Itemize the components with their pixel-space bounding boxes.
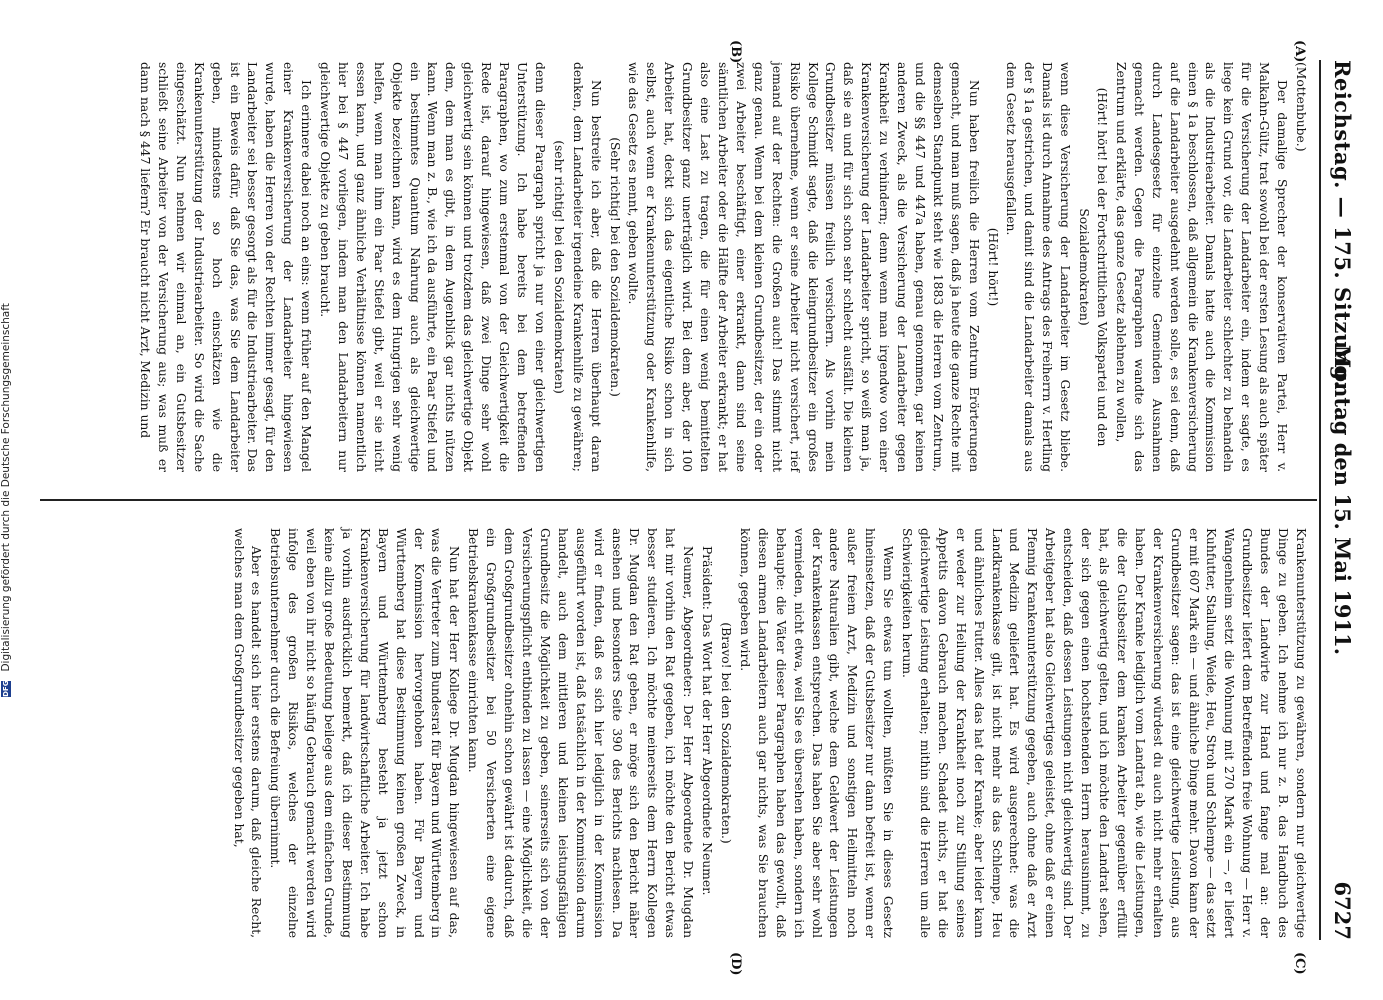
paragraph: Nun bestreite ich aber, daß die Herren überhaupt daran denken, dem Landarbeiter irgendeine Krankenhilfe zu gewähren; xyxy=(570,62,603,472)
page-number: 6727 xyxy=(1330,881,1355,940)
column-divider xyxy=(40,499,1317,501)
header-left: Reichstag. — 175. Sitzung. xyxy=(1330,60,1355,389)
stage-direction: (Bravo! bei den Sozialdemokraten.) xyxy=(719,622,733,844)
paragraph: Krankenunterstützung zu gewähren, sondern nur gleichwertige Dinge zu geben. Ich nehme ich nur z. B. das Handbuch des Bundes der Landwirte zur Hand und fange mal an: der Grundbesitzer liefert dem Betreffenden freie Wohnung — Herr v. Wangenheim setzt die Wohnung mit 270 Mark ein —, er liefert Kuhfutter, Stallung, Weide, Heu, Stroh und Schlempe — das setzt er mit 607 Mark ein — und ähnliche Dinge mehr. Davon kann der Grundbesitzer sagen: das ist eine gleichwertige Leistung, aus der Krankenversicherung würdest du auch nicht mehr erhalten haben. Der Kranke lediglich vom Landrat ab, wie die Leistungen, die der Gutsbesitzer dem kranken Arbeiter gegenüber erfüllt hat, als gleichwertig gelten, und ich möchte den Landrat sehen, der sich gegen einen hochstehenden Herrn herausnimmt, zu entscheiden, daß dessen Leistungen nicht gleichwertig sind. Der Arbeitgeber hat also Gleichwertiges geleistet, ohne daß er einen Pfennig Krankenunterstützung gegeben, auch ohne daß er Arzt und Medizin geliefert hat. Es wird ausgerechnet: was die Landkrankenkasse gilt, ist nicht mehr als das Schlempe, Heu und ähnliches Futter. Alles das hat der Kranke; aber leider kann er weder zur Heilung der Krankheit noch zur Stillung seines Appetits davon Gebrauch machen. Schadet nichts, er hat die gleichwertige Leistung erhalten; mithin sind die Herren um alle Schwierigkeiten herum. xyxy=(900,528,1308,938)
marker-d: (D) xyxy=(728,952,743,976)
footer-text: Digitalisierung gefördert durch die Deutsche Forschungsgemeinschaft xyxy=(0,303,12,672)
page-footer xyxy=(0,0,12,1000)
paragraph: Ich erinnere dabei noch an eins: wenn früher auf den Mangel einer Krankenversicherung der Landarbeiter hingewiesen wurde, haben die Herren von der Rechten immer gesagt, für den Landarbeiter sei besser gesorgt als für die Industriearbeiter. Das ist ein Beweis dafür, daß Sie das, was Sie dem Landarbeiter geben, mindestens so hoch einschätzen wie die Krankenunterstützung der Industriearbeiter. So wird die Sache eingeschätzt. Nun nehmen wir einmal an, ein Gutsbesitzer schließt seine Arbeiter von der Versicherung aus; was muß er dann nach § 447 liefern? Er braucht nicht Arzt, Medizin und xyxy=(138,62,314,472)
stage-direction: (sehr richtig! bei den Sozialdemokraten) xyxy=(551,140,566,394)
paragraph: Wenn Sie etwas tun wollten, müßten Sie in dieses Gesetz hineinsetzen, daß der Gutsbesitzer nur dann befreit ist, wenn er außer freiem Arzt, Medizin und sonstigen Heilmitteln noch andere Naturalien gibt, welche dem Geldwert der Leistungen der Krankenkassen entsprechen. Das haben Sie aber sehr wohl vermieden, nicht etwa, weil Sie es übersehen haben, sondern ich behaupte: die Väter dieser Paragraphen haben das gewollt, daß diesen armen Landarbeitern auch gar nichts, was Sie brauchen können, gegeben wird. xyxy=(737,528,896,938)
paragraph: Präsident: Das Wort hat der Herr Abgeordnete Neumer. xyxy=(700,546,715,896)
paragraph: Der damalige Sprecher der konservativen Partei, Herr v. Malkahn-Gültz, trat sowohl bei der ersten Lesung als auch später für die Versicherung der Landarbeiter ein, indem er sagte, es liege kein Grund vor, die Landarbeiter schlechter zu behandeln als die Industriearbeiter. Damals hatte auch die Kommission einen § 1a beschlossen, daß allgemein die Krankenversicherung auf die Landarbeiter ausgedehnt werden solle, es sei denn, daß durch Landesgesetz für einzelne Gemeinden Ausnahmen gemacht werden. Gegen die Paragraphen wandte sich das Zentrum und erklärte, das ganze Gesetz ablehnen zu wollen, xyxy=(1113,62,1290,472)
marker-c: (C) xyxy=(1292,952,1307,975)
dfg-logo-icon: DFG xyxy=(2,680,10,697)
right-column xyxy=(228,528,1309,938)
left-column xyxy=(134,62,1309,472)
marker-b: (B) xyxy=(728,40,743,64)
header-rule xyxy=(1319,60,1321,940)
paragraph: Nun hat der Herr Kollege Dr. Mugdan hingewiesen auf das, was die Vertreter zum Bundesrat für Bayern und Württemberg in der Kommission hervorgehoben haben. Für Bayern und Württemberg hat diese Bestimmung keinen großen Zweck, in Bayern und Württemberg besteht ja jetzt schon Krankenversicherung für landwirtschaftliche Arbeiter. Ich habe ja vorhin ausdrücklich bemerkt, daß ich dieser Bestimmung keine allzu große Bedeutung beilege aus dem einfachen Grunde, weil eben von ihr nicht so häufig Gebrauch gemacht werden wird infolge des großen Risikos, welches der einzelne Betriebsunternehmer durch die Befreiung übernimmt. xyxy=(268,528,462,938)
paragraph: Nun haben freilich die Herren vom Zentrum Erörterungen gemacht, und man muß sagen, daß ja heute die ganze Rechte mit demselben Standpunkt steht wie 1883 die Herren vom Zentrum, und die §§ 447 und 447a haben, genau genommen, gar keinen anderen Zweck, als die Versicherung der Landarbeiter gegen Krankheit zu verhindern; denn wenn man irgendwo von einer Krankenversicherung der Landarbeiter spricht, so weiß man ja, daß sie an und für sich schon sehr schlecht ausfällt. Die kleinen Grundbesitzer müssen freilich versichern. Als vorhin mein Kollege Schmidt sagte, daß die kleingrundbesitzer ein großes Risiko übernehme, wenn er seine Arbeiter nicht versichert, rief jemand auf der Rechten: die Großen auch! Das stimmt nicht ganz genau. Wenn bei dem kleinen Grundbesitzer, der ein oder zwei Arbeiter beschäftigt, einer erkrankt, dann sind seine sämtlichen Arbeiter oder die Hälfte der Arbeiter erkrankt; er hat also eine Last zu tragen, die für einen wenig bemittelten Grundbesitzer ganz unerträglich wird. Bei dem aber, der 100 Arbeiter hat, deckt sich das eigentliche Risiko schon in sich selbst, auch wenn er Krankenunterstützung oder Krankenhilfe, wie das Gesetz es nennt, geben wollte. xyxy=(626,62,981,472)
paragraph: denn dieser Paragraph spricht ja nur von einer gleichwertigen Unterstützung. Ich habe bereits bei dem betreffenden Paragraphen, wo zum erstenmal von der Gleichwertigkeit die Rede ist, darauf hingewiesen, daß zwei Dinge sehr wohl gleichwertig sein können und trotzdem das gleichwertige Objekt dem, dem man es gibt, in dem Augenblick gar nichts nützen kann. Wenn man z. B., wie ich da ausführte, ein Paar Stiefel und ein bestimmtes Quantum Nahrung auch als gleichwertige Objekte bezeichnen kann, wird es dem Hungrigen sehr wenig helfen, wenn man ihm ein Paar Stiefel gibt, weil er sie nicht essen kann, und ganz ähnliche Verhältnisse können namentlich hier bei § 447 vorliegen, indem man den Landarbeitern nur gleichwertige Objekte zu geben braucht. xyxy=(318,62,547,472)
page-header xyxy=(1323,40,1359,960)
header-date: Montag den 15. Mai 1911. xyxy=(1330,344,1355,656)
paragraph: wenn diese Versicherung der Landarbeiter im Gesetz bliebe. Damals ist durch Annahme des Antrags des Freiherrn v. Hertling der § 1a gestrichen, und damit sind die Landarbeiter damals aus dem Gesetz herausgefallen. xyxy=(1004,62,1073,472)
marker-a: (A) xyxy=(1292,40,1307,63)
paragraph: Neumer, Abgeordneter: Der Herr Abgeordnete Dr. Mugdan hat mir vorhin den Rat gegeben, ich möchte den Bericht etwas besser studieren. Ich möchte meinerseits dem Herrn Kollegen Dr. Mugdan den Rat geben, er möge sich den Bericht näher ansehen und besonders Seite 390 des Berichts nachlesen. Da wird er finden, daß es sich hier lediglich in der Kommission ausgeführt worden ist, daß tatsächlich in der Kommission darum handelt, auch dem mittleren und kleinen leistungsfähigen Grundbesitz die Möglichkeit zu geben, seinerseits sich von der Versicherungspflicht entbinden zu lassen — eine Möglichkeit, die dem Großgrundbesitzer ohnehin schon gewährt ist dadurch, daß ein Großgrundbesitzer bei 50 Versicherten eine eigene Betriebskrankenkasse einrichten kann. xyxy=(466,528,696,938)
stage-direction: (Sehr richtig! bei den Sozialdemokraten.) xyxy=(607,137,622,397)
stage-direction: (Hört! hört!) xyxy=(985,227,1000,307)
stage-direction: (Hört! hört! bei der Fortschrittlichen Volkspartei und den Sozialdemokraten) xyxy=(1077,87,1110,447)
paragraph: (Mottenbube.) xyxy=(1294,62,1308,152)
paragraph: Aber es handelt sich hier erstens darum, daß gleiche Recht, welches man dem Großgrundbesitzer gegeben hat, xyxy=(231,528,264,938)
